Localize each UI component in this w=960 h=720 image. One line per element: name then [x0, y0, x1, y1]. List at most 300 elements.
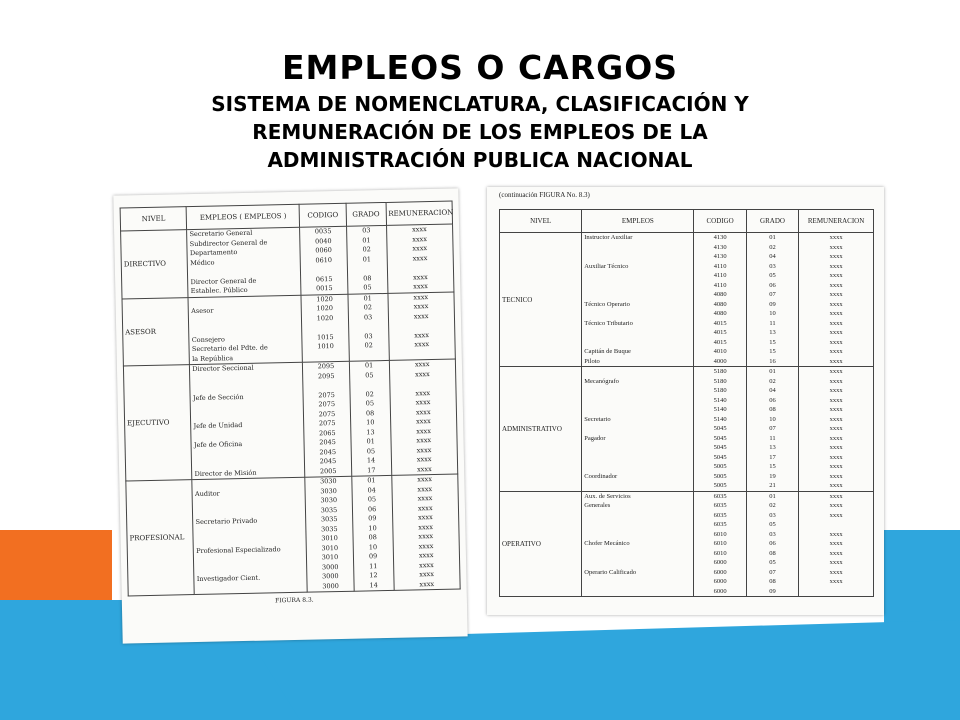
rem-value: xxxx	[829, 319, 843, 327]
rem-value: xxxx	[415, 407, 431, 416]
grados-value: 09	[769, 587, 776, 595]
empleos-value	[584, 405, 691, 415]
codigos-value: 4110	[713, 262, 727, 270]
empleos-value	[584, 511, 691, 521]
empleos-value	[584, 462, 691, 472]
table-row	[500, 233, 874, 367]
codigos-value: 2005	[319, 466, 337, 475]
codigos-value: 3030	[320, 496, 338, 505]
rem-value: xxxx	[414, 330, 430, 339]
rem-value: xxxx	[418, 551, 434, 560]
grados-value: 06	[769, 281, 776, 289]
rem-value: xxxx	[418, 513, 433, 522]
codigos-value: 3035	[320, 515, 338, 524]
grados-value: 08	[769, 578, 776, 585]
empleos-value	[584, 443, 691, 453]
column-header: EMPLEOS ( EMPLEOS )	[186, 204, 299, 229]
codigos-value: 6035	[713, 492, 727, 500]
grados-cell	[746, 367, 798, 492]
rem-value: xxxx	[412, 244, 428, 253]
grados-value: 05	[769, 521, 776, 528]
grados-value: 03	[362, 226, 371, 235]
page-title: EMPLEOS O CARGOS	[281, 48, 679, 87]
column-header: NIVEL	[500, 210, 582, 233]
empleos-value: Auxiliar Técnico	[584, 262, 629, 270]
grados-value: 09	[769, 300, 776, 308]
rem-value	[801, 587, 871, 597]
rem-value: xxxx	[417, 464, 432, 473]
column-header: CODIGO	[299, 203, 346, 227]
rem-value: xxxx	[829, 281, 843, 289]
empleos-value	[584, 424, 691, 434]
empleos-value: Secretario General	[189, 228, 253, 239]
empleos-value: Subdirector General de	[189, 237, 268, 248]
rem-value: xxxx	[829, 559, 843, 566]
grados-value: 14	[366, 456, 376, 465]
codigos-value: 2075	[318, 409, 336, 418]
grados-value: 11	[369, 561, 378, 570]
codigos-value: 6010	[713, 549, 727, 557]
grados-value: 04	[769, 387, 776, 394]
codigos-value: 4110	[713, 281, 727, 289]
table-row	[121, 224, 454, 298]
empleos-value: Jefe de Unidad	[193, 421, 243, 431]
grados-value: 05	[367, 495, 377, 504]
grados-value: 05	[363, 283, 372, 292]
rem-value: xxxx	[419, 560, 434, 569]
empleos-value	[584, 396, 691, 406]
empleos-value: Consejero	[191, 334, 225, 344]
empleos-value: Piloto	[584, 357, 600, 365]
empleos-value: Médico	[190, 258, 215, 267]
empleos-value: Profesional Especializado	[196, 544, 281, 555]
rem-value	[391, 349, 453, 360]
codigos-value: 5180	[713, 368, 727, 375]
rem-value: xxxx	[418, 541, 434, 550]
rem-value: xxxx	[829, 444, 843, 451]
grados-cell	[349, 360, 391, 476]
empleos-value	[584, 367, 691, 377]
codigos-value: 2075	[318, 390, 335, 399]
empleos-value: Aux. de Servicios	[584, 492, 631, 500]
empleos-value: Establec. Público	[190, 285, 248, 296]
codigos-value: 5180	[713, 377, 727, 385]
table-caption: (continuación FIGURA No. 8.3)	[499, 191, 590, 199]
codigos-value: 2075	[318, 419, 336, 428]
nivel-cell: DIRECTIVO	[121, 230, 189, 299]
empleos-value: Jefe de Oficina	[193, 440, 243, 450]
empleos-value: Investigador Cient.	[196, 573, 261, 583]
rem-value: xxxx	[413, 292, 429, 301]
grados-value: 10	[368, 542, 378, 551]
codigos-value: 3010	[321, 534, 338, 543]
grados-cell	[348, 293, 389, 361]
rem-value: xxxx	[415, 398, 431, 407]
codigos-value: 6000	[713, 568, 727, 576]
grados-value: 07	[769, 568, 776, 576]
codigos-value: 0060	[315, 246, 332, 255]
grados-value: 13	[366, 427, 375, 436]
table-caption: FIGURA 8.3.	[274, 596, 314, 605]
nivel-cell: ASESOR	[122, 297, 190, 366]
grados-value: 15	[769, 348, 776, 355]
rem-value: xxxx	[413, 311, 429, 320]
page-subtitle	[0, 90, 960, 174]
codigos-value: 4080	[713, 310, 727, 317]
rem-cell	[386, 224, 454, 293]
rem-value: xxxx	[417, 503, 433, 512]
rem-value: xxxx	[411, 225, 427, 234]
codigos-value: 4000	[713, 357, 727, 365]
rem-value: xxxx	[415, 388, 431, 397]
codigos-value: 0040	[314, 236, 332, 245]
empleos-value	[584, 309, 691, 319]
grados-value: 21	[769, 482, 776, 489]
grados-value: 05	[769, 272, 776, 279]
rem-value: xxxx	[829, 568, 843, 576]
rem-value: xxxx	[829, 310, 843, 317]
grados-value: 03	[364, 331, 373, 340]
rem-value: xxxx	[417, 484, 433, 493]
rem-value: xxxx	[829, 482, 843, 489]
codigos-value: 5005	[713, 472, 727, 480]
empleos-value: Técnico Tributario	[584, 319, 633, 327]
codigos-value: 6035	[713, 502, 727, 509]
rem-value: xxxx	[829, 472, 843, 480]
grados-value: 01	[769, 368, 776, 375]
codigos-value: 4130	[713, 253, 727, 260]
rem-value: xxxx	[829, 540, 843, 547]
rem-value: xxxx	[416, 426, 432, 435]
codigos-cell	[694, 491, 746, 597]
empleos-value: Coordinador	[584, 472, 618, 480]
empleos-value	[584, 290, 691, 300]
grados-value: 07	[769, 291, 776, 298]
empleos-value: Secretario Privado	[195, 516, 258, 527]
codigos-value: 4015	[713, 319, 727, 327]
column-header: GRADO	[746, 210, 798, 233]
empleos-value	[584, 549, 691, 559]
rem-value: xxxx	[829, 262, 843, 270]
grados-value: 03	[769, 511, 776, 519]
codigos-value: 0015	[315, 284, 333, 293]
grados-value: 02	[365, 389, 374, 398]
grados-value: 02	[362, 245, 371, 254]
rem-value: xxxx	[829, 502, 843, 509]
codigos-cell	[300, 226, 348, 294]
empleos-value	[584, 281, 691, 291]
rem-value: xxxx	[419, 579, 435, 588]
grados-value: 02	[363, 303, 373, 312]
rem-value: xxxx	[414, 340, 430, 349]
codigos-value: 2065	[319, 428, 336, 437]
grados-value: 01	[366, 437, 375, 446]
codigos-value: 2075	[318, 400, 336, 409]
empleos-value	[584, 481, 691, 491]
column-header: REMUNERACION	[386, 201, 453, 225]
empleos-value	[584, 271, 691, 281]
codigos-value: 4130	[713, 234, 727, 241]
codigos-value: 4080	[713, 300, 727, 308]
rem-cell	[799, 367, 874, 492]
employment-table-left	[120, 201, 461, 597]
rem-value: xxxx	[829, 530, 843, 538]
rem-value: xxxx	[829, 511, 843, 519]
empleos-value: Capitán de Buque	[584, 348, 631, 355]
rem-value: xxxx	[418, 532, 434, 541]
grados-value: 15	[769, 338, 776, 346]
codigos-value	[305, 351, 347, 361]
empleos-value	[584, 243, 691, 253]
rem-value: xxxx	[829, 377, 843, 385]
codigos-value: 6035	[713, 511, 727, 519]
rem-cell	[388, 292, 456, 361]
rem-cell	[799, 491, 874, 597]
rem-value: xxxx	[829, 492, 843, 500]
codigos-value: 5140	[713, 406, 727, 413]
grados-value: 08	[365, 408, 375, 417]
empleos-value: Generales	[584, 502, 611, 509]
codigos-value: 2045	[319, 438, 336, 447]
codigos-value: 3035	[321, 524, 338, 533]
grados-value: 13	[769, 444, 776, 451]
codigos-value: 4010	[713, 348, 727, 355]
empleos-value: la República	[192, 353, 234, 363]
table-row	[122, 292, 455, 366]
table-row	[500, 491, 874, 597]
rem-value: xxxx	[418, 522, 434, 531]
grados-value: 16	[769, 357, 776, 365]
employment-table-right	[499, 209, 874, 597]
grados-value: 08	[769, 406, 776, 413]
codigos-cell	[694, 367, 746, 492]
subtitle-line: ADMINISTRACIÓN PUBLICA NACIONAL	[267, 148, 693, 172]
codigos-value: 3030	[320, 477, 337, 486]
empleos-value	[584, 577, 691, 587]
empleos-value	[584, 453, 691, 463]
nivel-cell: PROFESIONAL	[126, 480, 195, 596]
codigos-value: 5140	[713, 415, 727, 423]
codigos-value: 5180	[713, 387, 727, 394]
grados-value: 10	[769, 415, 776, 423]
codigos-value: 4110	[713, 272, 727, 279]
rem-cell	[389, 359, 458, 475]
rem-value: xxxx	[829, 291, 843, 298]
rem-value: xxxx	[829, 348, 843, 355]
empleos-value: Asesor	[191, 306, 214, 316]
rem-value: xxxx	[829, 453, 843, 461]
column-header: REMUNERACION	[799, 210, 874, 233]
empleos-value: Técnico Operario	[584, 300, 630, 308]
rem-value: xxxx	[416, 445, 432, 454]
rem-value: xxxx	[829, 272, 843, 279]
empleos-value: Chofer Mecánico	[584, 540, 630, 547]
empleos-cell	[192, 477, 307, 594]
codigos-value: 1020	[316, 313, 334, 322]
grados-value: 11	[769, 434, 776, 442]
grados-value: 01	[363, 293, 372, 302]
grados-value: 06	[769, 396, 776, 404]
empleos-value: Pagador	[584, 434, 606, 442]
codigos-value: 1020	[316, 304, 334, 313]
table-row	[123, 359, 457, 481]
rem-value: xxxx	[412, 253, 428, 262]
scanned-table-right	[487, 187, 884, 615]
empleos-cell	[582, 491, 694, 597]
empleos-cell	[582, 367, 694, 492]
table-header-row	[500, 210, 874, 233]
codigos-value: 2045	[319, 457, 337, 466]
empleos-value: Director de Misión	[194, 468, 257, 478]
grados-value: 11	[769, 319, 776, 327]
table-row	[500, 367, 874, 492]
grados-value: 01	[769, 234, 776, 241]
codigos-value: 5005	[713, 463, 727, 470]
grados-value: 17	[769, 453, 776, 461]
grados-value: 01	[367, 476, 376, 485]
codigos-value: 0610	[315, 255, 333, 264]
grados-cell	[746, 233, 798, 367]
codigos-cell	[301, 294, 349, 362]
empleos-value	[584, 386, 691, 396]
codigos-value: 4130	[713, 243, 727, 251]
grados-value: 01	[769, 492, 776, 500]
rem-value: xxxx	[829, 368, 843, 375]
rem-value: xxxx	[413, 282, 429, 291]
rem-value: xxxx	[414, 360, 430, 369]
rem-value: xxxx	[412, 234, 428, 243]
column-header: GRADO	[346, 202, 386, 226]
empleos-value	[584, 338, 691, 348]
grados-value: 05	[769, 559, 776, 566]
empleos-value: Mecanógrafo	[584, 377, 619, 385]
empleos-value: Departamento	[189, 248, 238, 258]
grados-value: 08	[769, 549, 776, 557]
codigos-value: 6035	[713, 521, 727, 528]
rem-value: xxxx	[829, 434, 843, 442]
rem-value: xxxx	[413, 302, 429, 311]
codigos-value: 3000	[322, 581, 339, 590]
empleos-value	[584, 530, 691, 540]
grados-value: 02	[769, 377, 776, 385]
codigos-value: 5045	[713, 444, 727, 451]
rem-value: xxxx	[829, 578, 843, 585]
codigos-value: 2045	[319, 447, 337, 456]
rem-value: xxxx	[829, 329, 843, 336]
codigos-value: 0035	[314, 227, 332, 236]
grados-value: 03	[363, 312, 373, 321]
grados-value: 01	[364, 361, 374, 370]
title-block	[0, 48, 960, 174]
empleos-value: Director General de	[190, 276, 257, 286]
codigos-cell	[303, 361, 352, 477]
empleos-cell	[188, 295, 302, 365]
grados-value: 05	[365, 399, 375, 408]
empleos-value	[584, 328, 691, 338]
empleos-value	[584, 587, 691, 597]
grados-value: 13	[769, 329, 776, 336]
rem-value: xxxx	[829, 406, 843, 413]
grados-value: 08	[368, 533, 377, 542]
codigos-value: 1015	[317, 332, 334, 341]
codigos-value: 5045	[713, 425, 727, 432]
grados-cell	[346, 225, 387, 293]
column-header: NIVEL	[120, 207, 187, 231]
grados-value: 12	[369, 571, 378, 580]
rem-value: xxxx	[829, 387, 843, 394]
rem-value: xxxx	[829, 234, 843, 241]
rem-cell	[799, 233, 874, 367]
rem-value: xxxx	[829, 243, 843, 251]
rem-value: xxxx	[829, 253, 843, 260]
grados-value: 10	[368, 523, 377, 532]
codigos-value: 4015	[713, 338, 727, 346]
grados-value: 10	[366, 418, 375, 427]
rem-value: xxxx	[417, 475, 433, 484]
column-header: EMPLEOS	[582, 210, 694, 233]
grados-value: 08	[363, 273, 372, 282]
grados-value: 07	[769, 425, 776, 432]
grados-value: 14	[369, 580, 378, 589]
codigos-value: 3035	[320, 505, 338, 514]
empleos-value	[584, 520, 691, 530]
grados-cell	[746, 491, 798, 597]
rem-value: xxxx	[829, 549, 843, 557]
empleos-cell	[187, 227, 301, 297]
grados-value: 01	[362, 235, 371, 244]
nivel-cell: ADMINISTRATIVO	[500, 367, 582, 492]
empleos-value: Auditor	[194, 488, 220, 498]
grados-value	[351, 350, 386, 360]
empleos-value: Instructor Auxiliar	[584, 234, 633, 241]
grados-value: 05	[365, 370, 374, 379]
empleos-cell	[582, 233, 694, 367]
scanned-table-left	[113, 188, 467, 643]
rem-cell	[391, 474, 460, 590]
codigos-value: 4080	[713, 291, 727, 298]
rem-value: xxxx	[416, 455, 432, 464]
codigos-value: 6010	[713, 530, 727, 538]
grados-value: 10	[769, 310, 776, 317]
codigos-value: 3000	[321, 562, 339, 571]
empleos-cell	[190, 362, 305, 479]
subtitle-line: SISTEMA DE NOMENCLATURA, CLASIFICACIÓN Y	[211, 92, 749, 116]
nivel-cell: EJECUTIVO	[123, 365, 192, 481]
grados-value: 06	[367, 504, 377, 513]
rem-value: xxxx	[829, 425, 843, 432]
empleos-value: Secretario del Pdte. de	[191, 343, 268, 354]
rem-value: xxxx	[829, 415, 843, 423]
grados-value: 09	[368, 514, 377, 523]
codigos-cell	[694, 233, 746, 367]
codigos-value: 6010	[713, 540, 727, 547]
grados-value: 04	[769, 253, 776, 260]
table-row	[126, 474, 460, 596]
rem-value	[801, 520, 871, 530]
nivel-cell: OPERATIVO	[500, 491, 582, 597]
rem-value: xxxx	[416, 417, 431, 426]
rem-value: xxxx	[829, 396, 843, 404]
rem-value: xxxx	[419, 570, 435, 579]
empleos-value: Jefe de Sección	[192, 392, 244, 402]
empleos-value: Director Seccional	[192, 363, 254, 374]
codigos-cell	[305, 476, 354, 592]
grados-value: 05	[366, 446, 376, 455]
codigos-value: 2095	[317, 362, 335, 371]
rem-value: xxxx	[829, 463, 843, 470]
grados-value: 01	[362, 254, 372, 263]
grados-value: 02	[364, 341, 373, 350]
